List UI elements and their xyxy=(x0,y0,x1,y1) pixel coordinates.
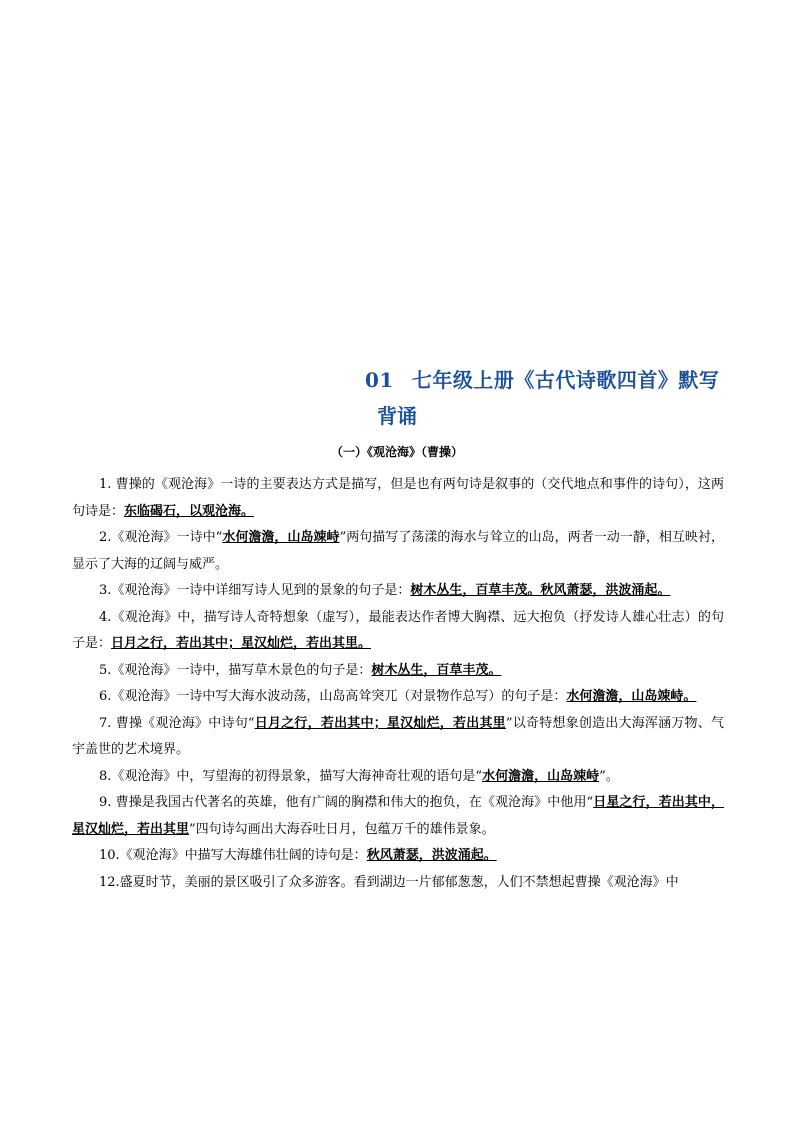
question-item xyxy=(72,658,724,685)
answer-text: 树木丛生，百草丰茂。秋风萧瑟，洪波涌起。 xyxy=(410,583,671,598)
question-item xyxy=(72,605,724,658)
question-item xyxy=(72,684,724,711)
document-title-continued: 背诵 xyxy=(377,404,417,428)
question-text: 2.《观沧海》一诗中“ xyxy=(99,530,223,545)
question-text: 6.《观沧海》一诗中写大海水波动荡，山岛高耸突兀（对景物作总写）的句子是： xyxy=(99,689,567,704)
answer-text: 日月之行，若出其中；星汉灿烂，若出其里 xyxy=(254,715,506,731)
question-text: 8.《观沧海》中，写望海的初得景象，描写大海神奇壮观的语句是“ xyxy=(99,768,483,784)
answer-text: 日星之行，若出其中，星汉灿烂，若出其里 xyxy=(72,795,724,837)
question-item xyxy=(72,870,724,897)
question-item xyxy=(72,790,724,843)
question-text-tail: ”以奇特想象创造出大海浑涵万物、气宇盖世的艺术境界。 xyxy=(72,715,724,757)
answer-text: 水何澹澹，山岛竦峙 xyxy=(222,530,340,545)
question-text: 9. 曹操是我国古代著名的英雄，他有广阔的胸襟和伟大的抱负，在《观沧海》中他用“ xyxy=(99,795,594,810)
answer-text: 东临碣石，以观沧海。 xyxy=(124,503,255,519)
question-item xyxy=(72,711,724,764)
answer-text: 树木丛生，百草丰茂。 xyxy=(371,662,502,678)
question-text-tail: ”。 xyxy=(599,768,619,784)
answer-text: 水何澹澹，山岛竦峙。 xyxy=(566,689,697,704)
question-item xyxy=(72,578,724,605)
question-text: 10.《观沧海》中描写大海雄伟壮阔的诗句是： xyxy=(99,848,367,863)
question-text-tail: ”四句诗勾画出大海吞吐日月，包蕴万千的雄伟景象。 xyxy=(189,821,495,837)
answer-text: 日月之行，若出其中；星汉灿烂，若出其里。 xyxy=(111,636,372,651)
question-list xyxy=(72,472,724,896)
question-text: 1. 曹操的《观沧海》一诗的主要表达方式是描写，但是也有两句诗是叙事的（交代地点和事件的诗句），这两句诗是： xyxy=(72,477,724,519)
answer-text: 水何澹澹，山岛竦峙 xyxy=(482,768,600,784)
question-item xyxy=(72,764,724,791)
question-text: 4.《观沧海》中，描写诗人奇特想象（虚写），最能表达作者博大胸襟、远大抱负（抒发诗人雄心壮志）的句子是： xyxy=(72,609,724,651)
question-text-tail: ”两句描写了荡漾的海水与耸立的山岛，两者一动一静，相互映衬，显示了大海的辽阔与威严。 xyxy=(72,530,724,572)
answer-text: 秋风萧瑟，洪波涌起。 xyxy=(366,848,497,863)
question-item xyxy=(72,843,724,870)
question-text: 7. 曹操《观沧海》中诗句“ xyxy=(99,715,255,731)
question-text: 12.盛夏时节，美丽的景区吸引了众多游客。看到湖边一片郁郁葱葱，人们不禁想起曹操《观沧海》中 xyxy=(99,874,679,890)
question-text: 3.《观沧海》一诗中详细写诗人见到的景象的句子是： xyxy=(99,583,411,598)
document-title xyxy=(365,364,719,393)
section-heading: （一）《观沧海》（曹操） xyxy=(330,445,463,459)
question-item xyxy=(72,525,724,578)
question-text: 5.《观沧海》一诗中，描写草木景色的句子是： xyxy=(99,662,372,678)
title-text: 七年级上册《古代诗歌四首》默写 xyxy=(411,368,720,392)
title-number: 01 xyxy=(365,368,394,392)
question-item xyxy=(72,472,724,525)
